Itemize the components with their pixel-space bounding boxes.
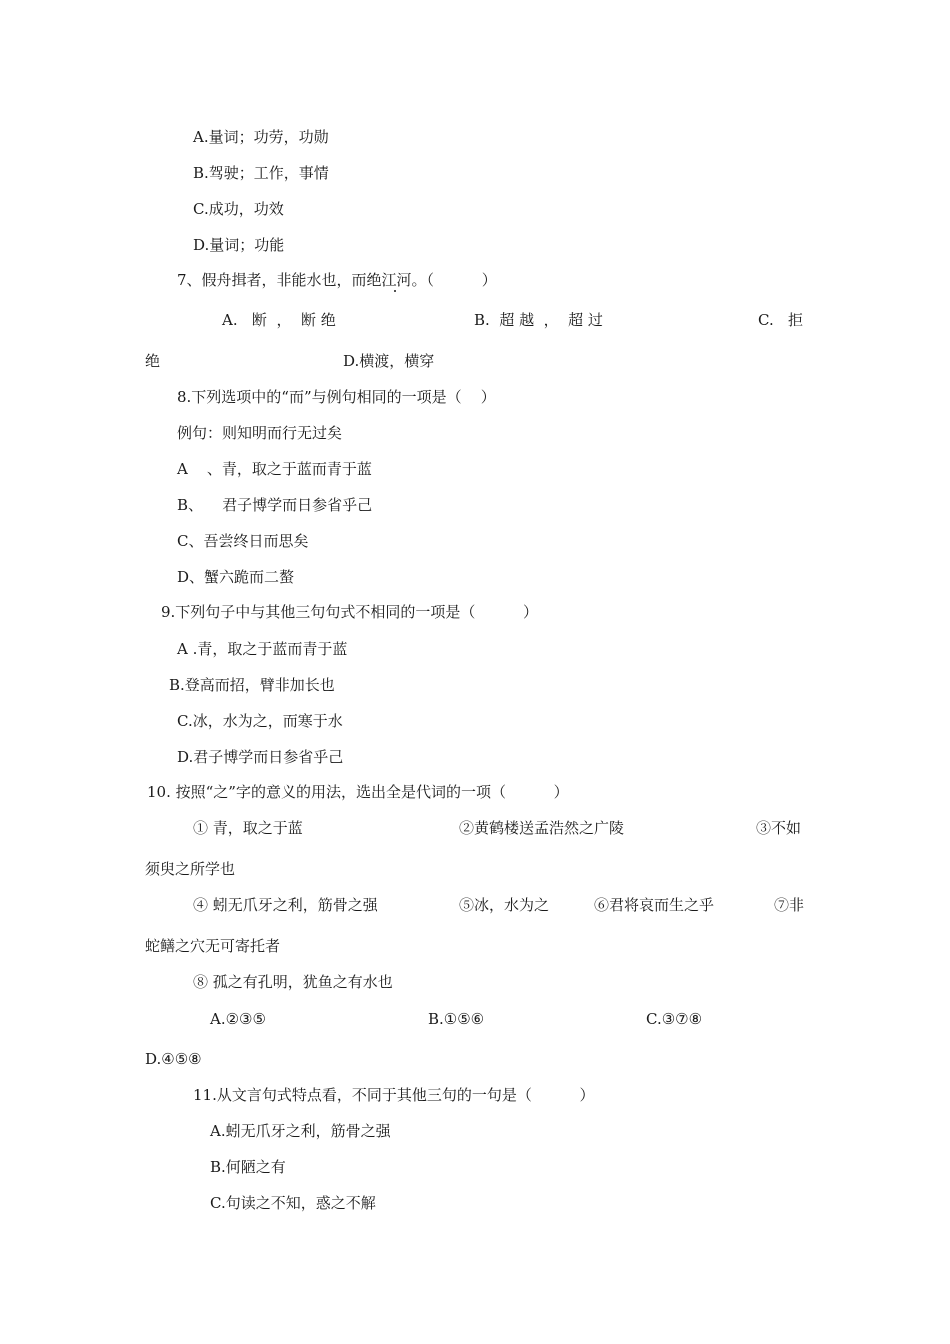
q6-option-c: C.成功，功效 — [193, 200, 284, 218]
q11-stem: 11.从文言句式特点看，不同于其他三句的一句是（ ） — [193, 1086, 595, 1104]
q11-option-c: C.句读之不知，惑之不解 — [210, 1194, 376, 1212]
q10-item-8: ⑧ 孤之有孔明，犹鱼之有水也 — [193, 973, 393, 991]
q9-stem: 9.下列句子中与其他三句句式不相同的一项是（ ） — [161, 603, 538, 621]
q9-option-a: A .青，取之于蓝而青于蓝 — [177, 640, 348, 658]
q7-option-b: B. 超 越 ， 超 过 — [474, 311, 603, 329]
q7-option-d: D.横渡，横穿 — [343, 352, 435, 370]
q10-item-2: ②黄鹤楼送孟浩然之广陵 — [459, 819, 625, 837]
q11-option-b: B.何陋之有 — [210, 1158, 286, 1176]
q9-option-d: D.君子博学而日参省乎己 — [177, 748, 344, 766]
q6-option-d: D.量词；功能 — [193, 236, 285, 254]
q10-option-c: C.③⑦⑧ — [646, 1010, 703, 1028]
q8-option-b: B、 君子博学而日参省乎己 — [177, 496, 373, 514]
q7-stem: 7、假舟揖者，非能水也，而绝江河。（ ） — [177, 271, 497, 289]
q10-item-4: ④ 蚓无爪牙之利，筋骨之强 — [193, 896, 378, 914]
q8-option-d: D、蟹六跪而二螯 — [177, 568, 295, 586]
q7-option-c-head: C. 拒 — [758, 311, 804, 329]
q10-option-d: D.④⑤⑧ — [145, 1050, 202, 1068]
q9-option-b: B.登高而招，臂非加长也 — [169, 676, 335, 694]
q8-stem: 8.下列选项中的“而”与例句相同的一项是（ ） — [177, 388, 496, 406]
q8-option-c: C、吾尝终日而思矣 — [177, 532, 309, 550]
q10-item-3-head: ③不如 — [756, 819, 802, 837]
q6-option-a: A.量词；功劳，功勋 — [193, 128, 329, 146]
q6-option-b: B.驾驶；工作，事情 — [193, 164, 329, 182]
q10-option-b: B.①⑤⑥ — [428, 1010, 485, 1028]
q7-option-c-tail: 绝 — [145, 352, 161, 370]
q10-item-1: ① 青，取之于蓝 — [193, 819, 303, 837]
q10-item-7-tail: 蛇鳝之穴无可寄托者 — [145, 937, 281, 955]
q10-item-5: ⑤冰，水为之 — [459, 896, 550, 914]
q10-item-3-tail: 须臾之所学也 — [145, 860, 236, 878]
q7-option-a: A. 断 ， 断 绝 — [222, 311, 336, 329]
emphasis-dot — [394, 290, 396, 292]
q11-option-a: A.蚓无爪牙之利，筋骨之强 — [210, 1122, 391, 1140]
q8-example: 例句：则知明而行无过矣 — [177, 424, 343, 442]
q10-option-a: A.②③⑤ — [210, 1010, 266, 1028]
q10-item-6: ⑥君将哀而生之乎 — [594, 896, 715, 914]
q9-option-c: C.冰，水为之，而寒于水 — [177, 712, 343, 730]
q10-stem: 10. 按照“之”字的意义的用法，选出全是代词的一项（ ） — [147, 783, 569, 801]
q8-option-a: A 、青，取之于蓝而青于蓝 — [177, 460, 372, 478]
q10-item-7-head: ⑦非 — [774, 896, 805, 914]
